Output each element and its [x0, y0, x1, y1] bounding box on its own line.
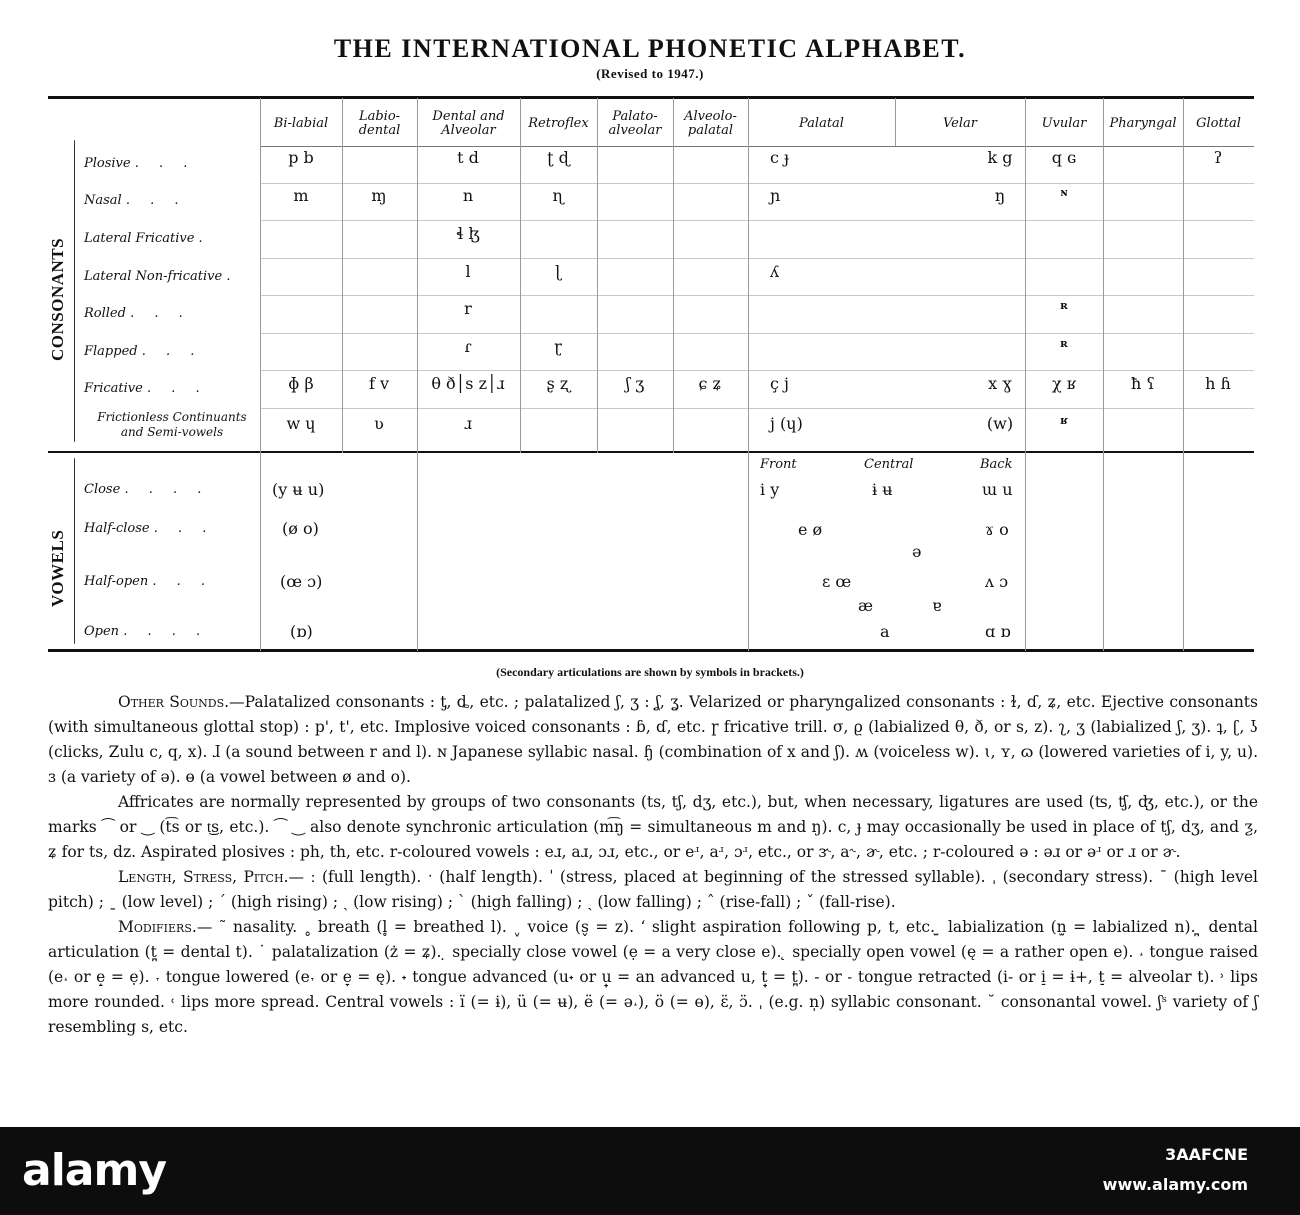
consonants-label: CONSONANTS — [48, 237, 67, 361]
col-line — [1183, 98, 1184, 651]
consonant-cell: ʁ — [1060, 414, 1068, 427]
col-line — [1103, 98, 1104, 651]
consonant-cell: w ɥ — [286, 414, 316, 433]
consonant-cell: ɾ — [464, 337, 472, 356]
consonant-cell: ħ ʕ — [1131, 374, 1155, 393]
row-label-fricative: Fricative . . . — [84, 381, 208, 396]
consonant-cell: ɭ — [555, 262, 561, 281]
consonant-cell: χ ʁ — [1051, 374, 1077, 393]
row-label-close: Close . . . . — [84, 482, 210, 497]
page-title: THE INTERNATIONAL PHONETIC ALPHABET. — [333, 34, 967, 63]
vowel-halfclose-back: ɤ o — [985, 520, 1009, 539]
row-line — [260, 220, 1254, 221]
consonant-cell: ɱ — [371, 186, 387, 205]
vowels-brace — [74, 458, 75, 644]
row-label-plosive: Plosive . . . — [84, 156, 196, 171]
modifiers-paragraph — [48, 915, 1258, 1040]
row-label-rolled: Rolled . . . — [84, 306, 191, 321]
col-header: Retroflex — [528, 116, 589, 131]
modifiers-text: — ˜ nasality. ˳ breath (l̥ = breathed l). ˬ voice (s̬ = z). ʻ slight aspiration following p, t, etc. ̫ labialization (n̫ = labialized n). ̪ dental articulation (t̪ = dental t). ˙ palatalization (ż = ʑ). ̣ specially close vowel (ẹ = a very close e). ̨ specially open vowel (ę = a rather open e). ˔ tongue raised (e˔ or e̝ = ẹ). ˕ tongue lowered (e˕ or e̞ = ę). ˖ tongue advanced (u˖ or u̟ = an advanced u, t̟ = t̪). - or ˗ tongue retracted (i- or i̠ = ɨ+, t̠ = alveolar t). ˒ lips more rounded. ˓ lips more spread. Central vowels : ï (= ɨ), ü (= ʉ), ë (= ə˔), ö (= ɵ), ɛ̈, ɔ̈. ˌ (e.g. n̩) syllabic consonant. ˘ consonantal vowel. ʃˢ variety of ʃ resembling s, etc. — [48, 918, 1258, 1036]
vowel-bilabial-open: (ɒ) — [290, 622, 313, 641]
consonant-cell: ɬ ɮ — [456, 224, 480, 243]
row-label-flapped: Flapped . . . — [84, 344, 203, 359]
consonant-cell: ʈ ɖ — [547, 148, 569, 167]
consonant-cell: x ɣ — [988, 374, 1012, 393]
consonant-cell: ʔ — [1213, 148, 1223, 167]
consonant-cell: ɕ ʑ — [698, 374, 722, 393]
vowels-label: VOWELS — [48, 529, 67, 607]
section-rule — [48, 451, 1254, 453]
vowel-central-label: Central — [864, 457, 914, 472]
consonant-cell: ʃ ʒ — [625, 374, 645, 393]
vowel-front-label: Front — [760, 457, 797, 472]
consonant-cell: ɸ β — [288, 374, 314, 393]
row-line — [260, 370, 1254, 371]
col-header: Velar — [942, 116, 977, 131]
consonant-cell: ɴ — [1060, 186, 1068, 199]
notes-body — [48, 690, 1258, 1040]
col-line — [342, 98, 343, 453]
consonant-cell: c ɟ — [770, 148, 790, 167]
col-line — [597, 98, 598, 453]
consonant-cell: m — [293, 186, 309, 205]
col-header: Uvular — [1041, 116, 1087, 131]
col-header: Labio- dental — [358, 109, 401, 138]
consonant-cell: ŋ — [994, 186, 1006, 205]
row-label-half-open: Half-open . . . — [84, 574, 214, 589]
length-heading: Length, Stress, Pitch. — [118, 868, 289, 886]
watermark-footer — [0, 1127, 1300, 1215]
col-header: Palato- alveolar — [608, 109, 662, 138]
col-header: Palatal — [799, 116, 844, 131]
col-line — [417, 98, 418, 651]
consonant-cell: ʋ — [374, 414, 384, 433]
row-label-frictionless: Frictionless Continuants and Semi-vowels — [97, 410, 247, 439]
other-sounds-heading: Other Sounds. — [118, 693, 230, 711]
vowel-bilabial-half-close: (ø o) — [282, 519, 319, 538]
col-header: Dental and Alveolar — [432, 109, 505, 138]
modifiers-heading: Modifiers. — [118, 918, 197, 936]
row-line — [260, 408, 1254, 409]
consonant-cell: t d — [457, 148, 479, 167]
consonant-cell: ʂ ʐ — [546, 374, 570, 393]
vowel-open-back: ɑ ɒ — [985, 622, 1011, 641]
row-line — [260, 295, 1254, 296]
vowel-back-label: Back — [980, 457, 1013, 472]
secondary-articulation-note: (Secondary articulations are shown by symbols in brackets.) — [496, 665, 804, 679]
consonant-cell: ʀ — [1060, 337, 1068, 350]
vowel-close-central: ɨ ʉ — [872, 480, 893, 499]
vowel-close-front: i y — [760, 480, 780, 499]
vowel-close-back: ɯ u — [982, 480, 1013, 499]
consonant-cell: ɲ — [770, 186, 781, 205]
consonant-cell: n — [462, 186, 474, 205]
vowel-halfopen-back: ʌ ɔ — [985, 572, 1009, 591]
other-sounds-text: —Palatalized consonants : ƫ, ȡ, etc. ; palatalized ʃ, ʒ : ʆ, ʓ. Velarized or pharyngalized consonants : ɫ, ɗ, ʑ, etc. Ejective consonants (with simultaneous glottal stop) : p', t', etc. Implosive voiced consonants : ɓ, ɗ, etc. ɼ fricative trill. σ, ϱ (labialized θ, ð, or s, z). ʅ, ʒ (labialized ʃ, ʒ). ʇ, ʗ, ʖ (clicks, Zulu c, q, x). ɺ (a sound between r and l). ɴ Japanese syllabic nasal. ɧ (combination of x and ʃ). ʍ (voiceless w). ɩ, ʏ, ɷ (lowered varieties of i, y, u). ɜ (a variety of ə). ɵ (a vowel between ø and o). — [48, 693, 1258, 786]
consonant-cell: k g — [987, 148, 1013, 167]
row-label-lateral-nonfricative: Lateral Non-fricative . — [84, 269, 239, 284]
consonant-cell: ç j — [770, 374, 790, 393]
alamy-logo: alamy — [22, 1145, 166, 1196]
consonants-brace — [74, 140, 75, 442]
row-label-lateral-fricative: Lateral Fricative . — [84, 231, 211, 246]
row-line — [260, 258, 1254, 259]
source-url: www.alamy.com — [1102, 1175, 1248, 1194]
col-line — [748, 98, 749, 651]
row-label-open: Open . . . . — [84, 624, 209, 639]
length-paragraph — [48, 865, 1258, 915]
consonant-cell: p b — [288, 148, 314, 167]
vowel-open-central: a — [880, 622, 890, 641]
consonant-cell: j (ɥ) — [770, 414, 803, 433]
col-line — [520, 98, 521, 453]
consonant-cell: ʀ — [1060, 299, 1068, 312]
vowel-bilabial-half-open: (œ ɔ) — [280, 572, 323, 591]
vowel-ash: æ — [858, 596, 874, 615]
row-label-half-close: Half-close . . . — [84, 521, 215, 536]
consonant-cell: ʎ — [770, 262, 780, 281]
col-line — [260, 98, 261, 651]
col-header: Alveolo- palatal — [684, 109, 737, 138]
page-subtitle: (Revised to 1947.) — [596, 66, 704, 81]
col-line — [1025, 98, 1026, 651]
col-line — [673, 98, 674, 453]
row-line — [260, 333, 1254, 334]
consonant-cell: f v — [368, 374, 390, 393]
consonant-cell: l — [465, 262, 471, 281]
row-line — [260, 183, 1254, 184]
consonant-cell: θ ð│s z│ɹ — [431, 374, 505, 393]
bottom-rule — [48, 649, 1254, 652]
vowel-turned-a: ɐ — [932, 596, 942, 615]
consonant-cell: ɽ — [554, 337, 562, 356]
top-rule — [48, 96, 1254, 99]
header-rule — [260, 146, 1254, 147]
affricates-paragraph: Affricates are normally represented by groups of two consonants (ts, tʃ, dʒ, etc.), but, when necessary, ligatures are used (ʦ, ʧ, ʤ, etc.), or the marks ⁀ or ‿ (t͡s or t͜s, etc.). ⁀ ‿ also denote synchronic articulation (m͡ŋ = simultaneous m and ŋ). c, ɟ may occasionally be used in place of tʃ, dʒ, and ƺ, ʑ for ts, dz. Aspirated plosives : ph, th, etc. r-coloured vowels : eɹ, aɹ, ɔɹ, etc., or eʴ, aʴ, ɔʴ, etc., or ɝ, a˞, ɚ, etc. ; r-coloured ə : əɹ or əʴ or ɹ or ɚ. — [48, 793, 1258, 861]
consonant-cell: h ɦ — [1205, 374, 1231, 393]
consonant-cell: ɹ — [463, 414, 473, 433]
col-header: Glottal — [1196, 116, 1241, 131]
vowel-schwa: ə — [912, 542, 922, 561]
vowel-bilabial-close: (y ʉ u) — [272, 480, 325, 499]
length-text: — ː (full length). ˑ (half length). ˈ (stress, placed at beginning of the stressed syllable). ˌ (secondary stress). ˉ (high level pitch) ; ˍ (low level) ; ˊ (high rising) ; ˏ (low rising) ; ˋ (high falling) ; ˎ (low falling) ; ˆ (rise-fall) ; ˇ (fall-rise). — [48, 868, 1258, 911]
consonant-cell: r — [464, 299, 472, 318]
vowel-halfopen-front: ɛ œ — [822, 572, 852, 591]
row-label-nasal: Nasal . . . — [84, 193, 187, 208]
vowel-halfclose-front: e ø — [798, 520, 823, 539]
col-header: Pharyngal — [1109, 116, 1177, 131]
consonant-cell: q ɢ — [1051, 148, 1077, 167]
col-header: Bi-labial — [273, 116, 329, 131]
other-sounds-paragraph — [48, 690, 1258, 790]
image-code: 3AAFCNE — [1165, 1145, 1248, 1164]
consonant-cell: ɳ — [552, 186, 564, 205]
consonant-cell: (w) — [986, 414, 1014, 433]
